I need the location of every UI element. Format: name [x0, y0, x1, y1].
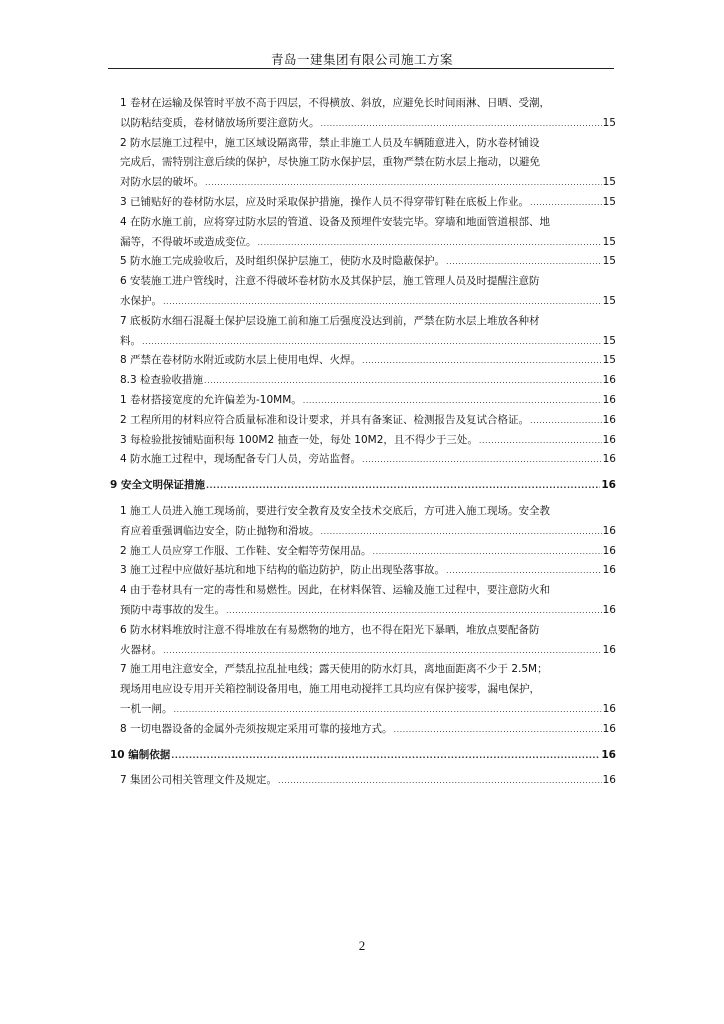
toc-entry[interactable]	[110, 134, 616, 193]
toc-page-number: 16	[601, 748, 616, 761]
dot-leader	[530, 193, 602, 213]
toc-page-number: 15	[602, 116, 616, 129]
toc-entry-last-line	[120, 641, 616, 661]
toc-entry-last-line	[120, 561, 616, 581]
toc-entry-text: 9 安全文明保证措施	[110, 479, 205, 492]
toc-entry[interactable]	[110, 411, 616, 431]
toc-entry-last-line	[120, 601, 616, 621]
toc-page-number: 15	[602, 255, 616, 268]
toc-entry-last-line	[120, 252, 616, 272]
toc-page-number: 16	[602, 433, 616, 446]
toc-entry-text: 3 已铺贴好的卷材防水层，应及时采取保护措施，操作人员不得穿带钉鞋在底板上作业。	[120, 195, 530, 208]
toc-entry-text: 预防中毒事故的发生。	[120, 603, 225, 616]
toc-entry-text-line: 7 施工用电注意安全，严禁乱拉乱扯电线；露天使用的防水灯具，离地面距离不少于 2.5M；	[120, 663, 548, 676]
toc-entry-last-line	[120, 391, 616, 411]
toc-page-number: 15	[602, 176, 616, 189]
toc-entry-last-line	[120, 351, 616, 371]
toc-entry[interactable]	[110, 94, 616, 134]
toc-entry[interactable]	[110, 720, 616, 740]
toc-entry-text: 以防粘结变质，卷材储放场所要注意防火。	[120, 116, 320, 129]
toc-page-number: 15	[602, 235, 616, 248]
toc-entry-last-line	[110, 476, 616, 496]
toc-entry[interactable]	[110, 561, 616, 581]
toc-entry-text-line: 2 防水层施工过程中，施工区域设隔离带，禁止非施工人员及车辆随意进入，防水卷材铺设	[120, 136, 540, 149]
toc-entry-last-line	[120, 114, 616, 134]
toc-entry[interactable]	[110, 252, 616, 272]
toc-page-number: 16	[602, 603, 616, 616]
toc-entry-text-line: 1 卷材在运输及保管时平放不高于四层，不得横放、斜放，应避免长时间雨淋、日晒、受潮，	[120, 97, 551, 109]
toc-entry[interactable]	[110, 581, 616, 621]
toc-entry-text: 一机一闸。	[120, 702, 173, 715]
document-header-title: 青岛一建集团有限公司施工方案	[270, 52, 453, 67]
toc-page-number: 16	[602, 544, 616, 557]
dot-leader	[321, 114, 602, 134]
toc-entry-last-line	[120, 371, 616, 391]
dot-leader	[278, 771, 602, 791]
dot-leader	[373, 542, 602, 562]
toc-entry-last-line	[120, 522, 616, 542]
toc-page-number: 16	[602, 643, 616, 656]
dot-leader	[163, 292, 602, 312]
toc-page-number: 15	[602, 195, 616, 208]
dot-leader	[394, 720, 602, 740]
dot-leader	[171, 746, 600, 766]
toc-page-number: 15	[602, 354, 616, 367]
toc-page-number: 16	[602, 374, 616, 387]
toc-entry-text: 10 编制依据	[110, 748, 171, 761]
toc-page-number: 16	[602, 453, 616, 466]
toc-entry-last-line	[120, 771, 616, 791]
toc-entry-text: 漏等，不得破坏或造成变位。	[120, 235, 257, 248]
toc-entry[interactable]	[110, 351, 616, 371]
toc-entry-text: 8 严禁在卷材防水附近或防水层上使用电焊、火焊。	[120, 354, 362, 367]
toc-entry-text-line: 完成后，需特别注意后续的保护，尽快施工防水保护层，重物严禁在防水层上拖动，以避免	[120, 156, 540, 169]
toc-entry-text: 2 施工人员应穿工作服、工作鞋、安全帽等劳保用品。	[120, 544, 372, 557]
toc-entry-text-line: 6 防水材料堆放时注意不得堆放在有易燃物的地方，也不得在阳光下暴晒，堆放点要配备防	[120, 623, 540, 636]
toc-entry[interactable]	[110, 542, 616, 562]
toc-entry-text-line: 4 在防水施工前，应将穿过防水层的管道、设备及预埋件安装完毕。穿墙和地面管道根部、地	[120, 215, 551, 228]
toc-entry-last-line	[120, 542, 616, 562]
toc-entry[interactable]	[110, 371, 616, 391]
toc-entry-text: 4 防水施工过程中，现场配备专门人员，旁站监督。	[120, 453, 362, 466]
toc-entry[interactable]	[110, 391, 616, 411]
toc-entry[interactable]	[110, 621, 616, 661]
dot-leader	[446, 252, 602, 272]
toc-entry[interactable]	[110, 431, 616, 451]
toc-page-number: 16	[602, 774, 616, 787]
header-divider	[108, 68, 614, 69]
toc-entry[interactable]	[110, 771, 616, 791]
toc-entry[interactable]	[110, 272, 616, 312]
dot-leader	[479, 431, 602, 451]
toc-entry-last-line	[120, 411, 616, 431]
toc-entry-last-line	[120, 720, 616, 740]
toc-page-number: 15	[602, 294, 616, 307]
toc-entry-text-line: 现场用电应设专用开关箱控制设备用电，施工用电动搅拌工具均应有保护接零，漏电保护，	[120, 683, 540, 696]
toc-page-number: 16	[602, 393, 616, 406]
dot-leader	[321, 522, 602, 542]
toc-entry-text: 3 每检验批按铺贴面积每 100M2 抽查一处，每处 10M2，且不得少于三处。	[120, 433, 478, 446]
toc-entry[interactable]	[110, 660, 616, 719]
toc-entry[interactable]	[110, 193, 616, 213]
toc-entry-text: 对防水层的破坏。	[120, 176, 204, 189]
toc-page-number: 16	[602, 722, 616, 735]
toc-entry-text: 育应着重强调临边安全，防止抛物和滑坡。	[120, 524, 320, 537]
dot-leader	[258, 233, 602, 253]
toc-entry-text: 8.3 检查验收措施	[120, 374, 204, 387]
toc-entry-text: 8 一切电器设备的金属外壳须按规定采用可靠的接地方式。	[120, 722, 393, 735]
toc-entry-text-line: 4 由于卷材具有一定的毒性和易燃性。因此，在材料保管、运输及施工过程中，要注意防火和	[120, 584, 551, 597]
toc-page-number: 16	[602, 564, 616, 577]
toc-entry-last-line	[120, 700, 616, 720]
toc-entry-text: 水保护。	[120, 294, 162, 307]
toc-entry[interactable]	[110, 450, 616, 470]
dot-leader	[362, 351, 602, 371]
toc-entry-text: 3 施工过程中应做好基坑和地下结构的临边防护，防止出现坠落事故。	[120, 564, 446, 577]
toc-entry-text: 1 卷材搭接宽度的允许偏差为-10MM。	[120, 393, 302, 406]
toc-entry-last-line	[110, 746, 616, 766]
toc-entry-text: 火器材。	[120, 643, 162, 656]
toc-entry[interactable]	[110, 502, 616, 542]
dot-leader	[205, 173, 602, 193]
toc-page-number: 16	[602, 524, 616, 537]
toc-entry-last-line	[120, 233, 616, 253]
dot-leader	[530, 411, 602, 431]
toc-entry-text: 7 集团公司相关管理文件及规定。	[120, 774, 278, 787]
toc-entry[interactable]	[110, 213, 616, 253]
toc-entry[interactable]	[110, 312, 616, 352]
dot-leader	[163, 641, 602, 661]
toc-entry-last-line	[120, 173, 616, 193]
toc-page-number: 15	[602, 334, 616, 347]
dot-leader	[362, 450, 602, 470]
toc-section-entry[interactable]	[110, 476, 616, 496]
toc-section-entry[interactable]	[110, 746, 616, 766]
toc-page-number: 16	[601, 479, 616, 492]
dot-leader	[206, 476, 600, 496]
toc-entry-last-line	[120, 450, 616, 470]
dot-leader	[174, 700, 602, 720]
toc-entry-text-line: 7 底板防水细石混凝土保护层设施工前和施工后强度没达到前，严禁在防水层上堆放各种材	[120, 314, 540, 327]
dot-leader	[303, 391, 602, 411]
toc-page-number: 16	[602, 413, 616, 426]
toc-entry-text: 5 防水施工完成验收后，及时组织保护层施工，使防水及时隐蔽保护。	[120, 255, 446, 268]
dot-leader	[142, 332, 602, 352]
toc-entry-last-line	[120, 193, 616, 213]
page-number: 2	[358, 938, 366, 953]
toc-entry-last-line	[120, 292, 616, 312]
dot-leader	[226, 601, 602, 621]
toc-entry-text-line: 6 安装施工进户管线时，注意不得破坏卷材防水及其保护层，施工管理人员及时提醒注意防	[120, 275, 540, 288]
dot-leader	[446, 561, 602, 581]
toc-entry-text: 料。	[120, 334, 141, 347]
toc-entry-text-line: 1 施工人员进入施工现场前，要进行安全教育及安全技术交底后，方可进入施工现场。安全教	[120, 504, 551, 517]
toc-entry-last-line	[120, 431, 616, 451]
toc-page-number: 16	[602, 702, 616, 715]
dot-leader	[204, 371, 602, 391]
table-of-contents	[110, 94, 616, 791]
toc-entry-text: 2 工程所用的材料应符合质量标准和设计要求，并具有备案证、检测报告及复试合格证。	[120, 413, 530, 426]
toc-entry-last-line	[120, 332, 616, 352]
